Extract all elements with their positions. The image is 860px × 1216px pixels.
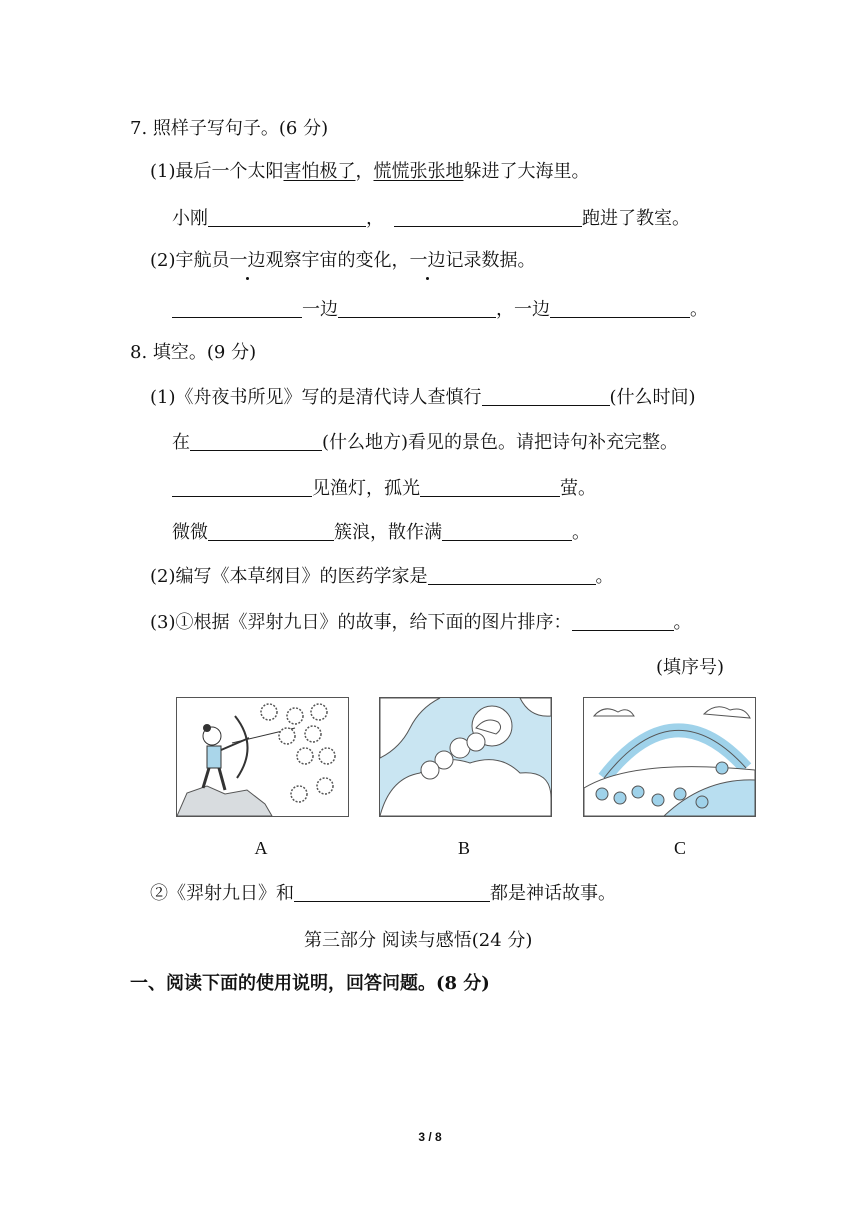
picture-b-suns-clouds <box>379 697 552 817</box>
q8-title: 8. 填空。(9 分) <box>130 342 257 363</box>
underlined-phrase: 慌慌张张地 <box>373 161 464 182</box>
q8-part3: (3)①根据《羿射九日》的故事，给下面的图片排序： 。 <box>150 612 692 633</box>
q8-poem-line2: 微微 簇浪，散作满 。 <box>172 522 590 543</box>
answer-blank[interactable] <box>208 522 334 541</box>
answer-blank[interactable] <box>172 299 302 318</box>
picture-label-b: B <box>457 838 470 858</box>
answer-blank[interactable] <box>338 299 496 318</box>
answer-blank[interactable] <box>420 478 560 497</box>
picture-c-rainbow <box>583 697 756 817</box>
q8-part3-note: (填序号) <box>656 657 725 678</box>
answer-blank[interactable] <box>482 387 610 406</box>
q7-title: 7. 照样子写句子。(6 分) <box>130 118 329 139</box>
answer-blank[interactable] <box>442 522 572 541</box>
page-number: 3 / 8 <box>418 1130 442 1144</box>
dotted-word: 一边 <box>229 250 266 271</box>
q8-part2: (2)编写《本草纲目》的医药学家是 。 <box>150 566 614 587</box>
answer-blank[interactable] <box>550 299 690 318</box>
q8-part4: ②《羿射九日》和 都是神话故事。 <box>150 883 616 904</box>
q8-poem-line1: 见渔灯，孤光 萤。 <box>172 477 596 501</box>
picture-label-c: C <box>673 838 686 858</box>
part3-heading: 第三部分 阅读与感悟(24 分) <box>304 930 533 951</box>
picture-label-a: A <box>254 838 268 858</box>
q8-part1-line1: (1)《舟夜书所见》写的是清代诗人查慎行 (什么时间) <box>150 387 696 408</box>
answer-blank[interactable] <box>172 478 312 497</box>
q7-answer-line-2: 一边 ，一边 。 <box>172 298 708 322</box>
answer-blank[interactable] <box>428 566 596 585</box>
picture-a-archer <box>176 697 349 817</box>
answer-blank[interactable] <box>294 883 490 902</box>
q8-part1-line2: 在 (什么地方)看见的景色。请把诗句补充完整。 <box>172 432 679 453</box>
answer-blank[interactable] <box>394 208 582 227</box>
q7-example-sentence-1: (1)最后一个太阳害怕极了，慌慌张张地躲进了大海里。 <box>150 161 590 182</box>
answer-blank[interactable] <box>572 612 674 631</box>
reading-section-heading: 一、阅读下面的使用说明，回答问题。(8 分) <box>130 973 490 994</box>
q7-answer-line-1: 小刚 ， 跑进了教室。 <box>172 208 690 229</box>
answer-blank[interactable] <box>190 432 322 451</box>
answer-blank[interactable] <box>208 208 366 227</box>
underlined-phrase: 害怕极了 <box>283 161 356 182</box>
dotted-word: 一边 <box>409 250 446 271</box>
q7-example-sentence-2: (2)宇航员一边观察宇宙的变化，一边记录数据。 <box>150 250 536 271</box>
